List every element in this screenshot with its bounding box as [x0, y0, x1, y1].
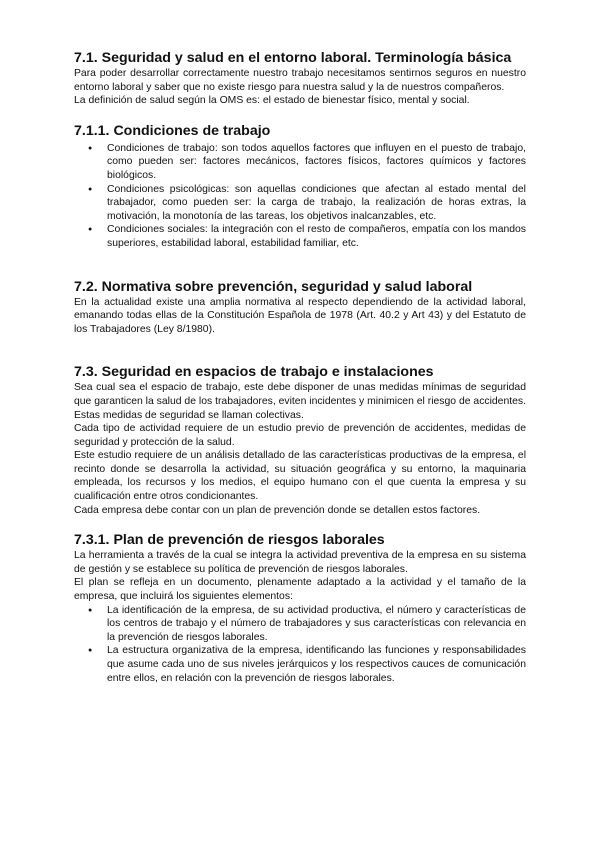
paragraph: Para poder desarrollar correctamente nuestro trabajo necesitamos sentirnos seguros en nuestro entorno laboral y saber que no existe riesgo para nuestra salud y la de nuestros compañeros. — [74, 68, 526, 93]
paragraph: La definición de salud según la OMS es: el estado de bienestar físico, mental y social. — [74, 95, 470, 107]
conditions-list — [74, 142, 526, 251]
list-item: ● La identificación de la empresa, de su actividad productiva, el número y características de los centros de trabajo y el número de trabajadores y sus características con relevancia en la prevención de riesgos laborales. — [74, 604, 526, 645]
paragraph: Cada empresa debe contar con un plan de prevención donde se detallen estos factores. — [74, 504, 481, 516]
paragraph: La herramienta a través de la cual se integra la actividad preventiva de la empresa en su sistema de gestión y se establece su política de prevención de riesgos laborales. — [74, 550, 526, 575]
document-page — [74, 44, 526, 685]
list-item: ● La estructura organizativa de la empresa, identificando las funciones y responsabilidades que asume cada uno de sus niveles jerárquicos y los respectivos cauces de comunicación entre ellos, en relación con la prevención de riesgos laborales. — [74, 644, 526, 685]
plan-elements-list — [74, 604, 526, 686]
section-title-7-2: 7.2. Normativa sobre prevención, seguridad y salud laboral — [74, 278, 473, 295]
list-item: ● Condiciones psicológicas: son aquellas condiciones que afectan al estado mental del trabajador, como pueden ser: la carga de trabajo, la realización de horas extras, la motivación, la monotonía de las tareas, los objetivos inalcanzables, etc. — [74, 183, 526, 224]
paragraph: En la actualidad existe una amplia normativa al respecto dependiendo de la actividad laboral, emanando todas ellas de la Constitución Española de 1978 (Art. 40.2 y Art 43) y del Estatuto de los Trabajadores (Ley 8/1980). — [74, 296, 526, 335]
paragraph: Sea cual sea el espacio de trabajo, este debe disponer de unas medidas mínimas de seguridad que garanticen la salud de los trabajadores, eviten incidentes y minimicen el riesgo de accidentes. Estas medidas de seguridad se llaman colectivas. — [74, 382, 526, 421]
section-title-7-3: 7.3. Seguridad en espacios de trabajo e instalaciones — [74, 364, 434, 381]
paragraph: Cada tipo de actividad requiere de un estudio previo de prevención de accidentes, medidas de seguridad y protección de la salud. — [74, 423, 526, 448]
paragraph: El plan se refleja en un documento, plenamente adaptado a la actividad y el tamaño de la empresa, que incluirá los siguientes elementos: — [74, 577, 526, 603]
section-title-7-1: 7.1. Seguridad y salud en el entorno laboral. Terminología básica — [74, 50, 512, 66]
paragraph: Este estudio requiere de un análisis detallado de las características productivas de la empresa, el recinto donde se desarrolla la actividad, su situación geográfica y su entorno, la maquinaria empleada, los recursos y los medios, el equipo humano con el que cuenta la empresa y su cualificación entre otros condicionantes. — [74, 450, 526, 503]
list-item: ● Condiciones de trabajo: son todos aquellos factores que influyen en el puesto de trabajo, como pueden ser: factores mecánicos, factores físicos, factores químicos y factores biológicos. — [74, 142, 526, 183]
list-item: ● Condiciones sociales: la integración con el resto de compañeros, empatía con los mandos superiores, estabilidad laboral, estabilidad familiar, etc. — [74, 223, 526, 250]
section-title-7-1-1: 7.1.1. Condiciones de trabajo — [74, 122, 271, 139]
section-title-7-3-1: 7.3.1. Plan de prevención de riesgos laborales — [74, 532, 385, 549]
